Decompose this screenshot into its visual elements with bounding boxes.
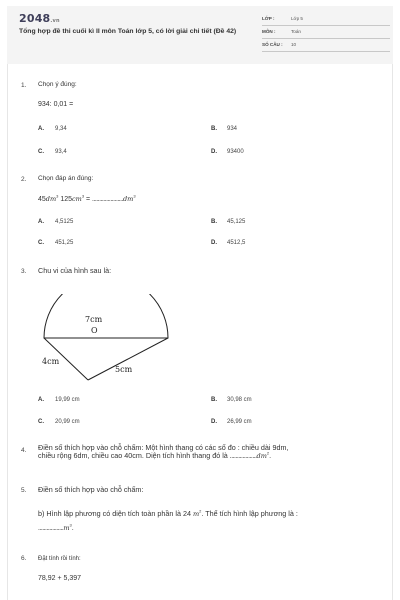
option-text-a[interactable]: 19,99 cm (55, 397, 80, 403)
option-text-c[interactable]: 20,99 cm (55, 419, 80, 425)
question-expression: $45dm^3$ $125cm^3 = ......................dm^3$ (38, 193, 136, 203)
option-text-b[interactable]: 934 (227, 126, 238, 132)
question-prompt: Điền số thích hợp vào chỗ chấm: (38, 485, 144, 494)
question-number: 6. (21, 555, 27, 562)
logo-tld: .vn (50, 18, 60, 24)
question-prompt: Chu vi của hình sau là: (38, 266, 112, 275)
option-letter-a[interactable]: A. (38, 219, 44, 225)
right-side-label: 5cm (115, 365, 133, 374)
question-prompt: Chọn ý đúng: (38, 81, 77, 88)
question-prompt: Chọn đáp án đúng: (38, 175, 94, 182)
option-text-b[interactable]: 30,98 cm (227, 397, 252, 403)
meta-row-subject (262, 28, 390, 39)
center-label: O (91, 326, 98, 335)
meta-label-grade: LỚP : (262, 16, 275, 21)
question-number: 2. (21, 176, 27, 183)
option-letter-b[interactable]: B. (211, 397, 217, 403)
option-letter-a[interactable]: A. (38, 126, 44, 132)
meta-label-subject: MÔN : (262, 29, 276, 34)
semicircle-shape (44, 294, 168, 338)
diameter-label: 7cm (85, 315, 103, 324)
option-text-d[interactable]: 26,99 cm (227, 419, 252, 425)
question-number: 4. (21, 447, 27, 454)
option-text-c[interactable]: 93,4 (55, 149, 67, 155)
option-text-a[interactable]: 9,34 (55, 126, 67, 132)
option-letter-c[interactable]: C. (38, 149, 44, 155)
option-letter-d[interactable]: D. (211, 240, 217, 246)
option-letter-c[interactable]: C. (38, 419, 44, 425)
logo-main: 2048 (19, 12, 51, 25)
question-expression: 78,92 + 5,397 (38, 575, 82, 582)
option-letter-b[interactable]: B. (211, 126, 217, 132)
worksheet-header (7, 6, 393, 64)
worksheet-title: Tổng hợp đề thi cuối kì II môn Toán lớp 5, có lời giải chi tiết (Đề 42) (19, 28, 237, 35)
option-letter-c[interactable]: C. (38, 240, 44, 246)
option-text-a[interactable]: 4,5125 (55, 219, 74, 225)
site-logo[interactable] (19, 12, 60, 25)
meta-value-subject: Toán (291, 29, 301, 34)
left-side-label: 4cm (42, 357, 60, 366)
question-number: 3. (21, 268, 27, 275)
meta-value-count: 10 (291, 42, 297, 47)
question-expression: 934: 0,01 = (38, 101, 74, 108)
option-letter-a[interactable]: A. (38, 397, 44, 403)
semicircle-triangle-diagram (37, 294, 182, 386)
option-text-d[interactable]: 93400 (227, 149, 244, 155)
question-prompt: Đặt tính rồi tính: (38, 556, 81, 562)
question-number: 5. (21, 487, 27, 494)
option-letter-d[interactable]: D. (211, 419, 217, 425)
question-prompt: Điền số thích hợp vào chỗ chấm: Một hình thang có các số đo : chiều dài 9dm, chiều rộng 6dm, chiều cao 40cm. Diện tích hình thang đó là $...................dm^2$. (38, 443, 289, 460)
meta-row-grade (262, 15, 390, 26)
meta-value-grade: Lớp 5 (291, 16, 303, 21)
option-letter-b[interactable]: B. (211, 219, 217, 225)
question-number: 1. (21, 82, 27, 89)
option-text-c[interactable]: 451,25 (55, 240, 74, 246)
option-text-d[interactable]: 4512,5 (227, 240, 246, 246)
meta-label-count: SỐ CÂU : (262, 42, 283, 47)
option-text-b[interactable]: 45,125 (227, 219, 246, 225)
option-letter-d[interactable]: D. (211, 149, 217, 155)
meta-row-count (262, 41, 390, 52)
question-subpart: b) Hình lập phương có diện tích toàn phần là 24 $m^2$. Thể tích hình lập phương là : $..................m^3$. (38, 508, 298, 532)
